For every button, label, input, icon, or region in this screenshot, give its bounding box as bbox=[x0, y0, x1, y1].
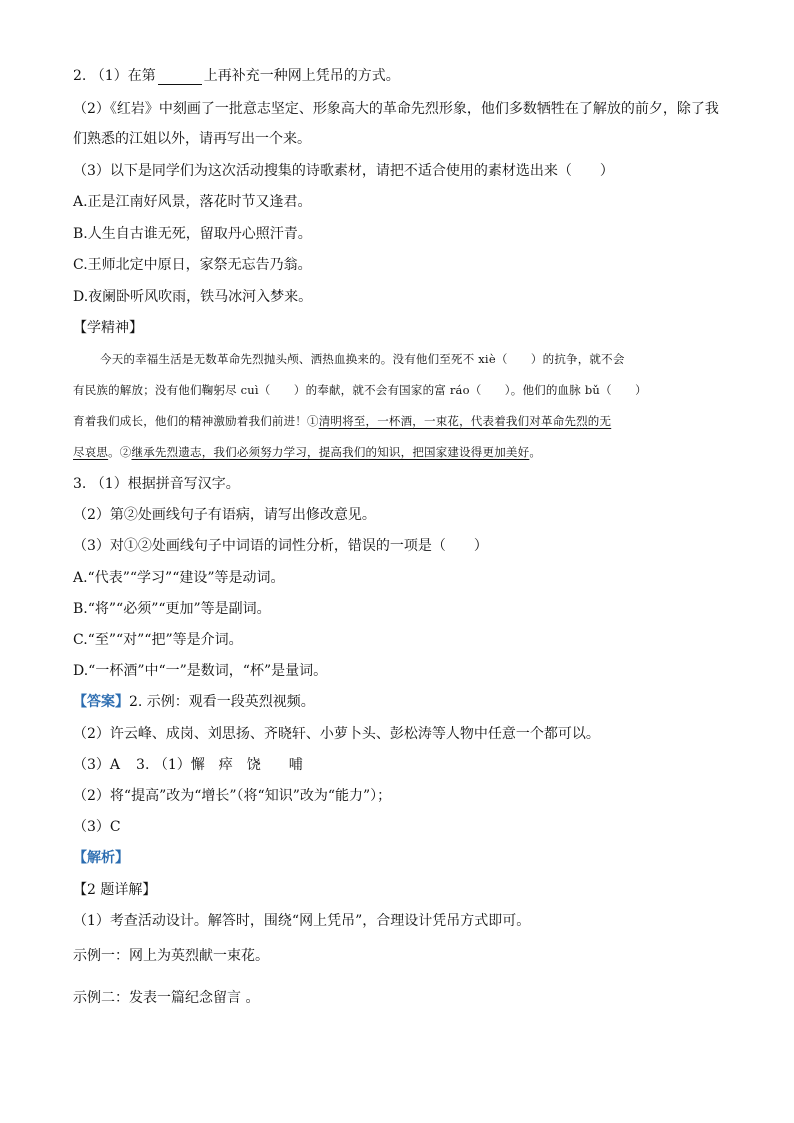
spirit-line4-mid: 。② bbox=[108, 445, 132, 459]
analysis-tag-label: 【解析】 bbox=[73, 850, 129, 866]
answer-line5: （3）C bbox=[73, 819, 121, 835]
q2-option-b: B.人生自古谁无死，留取丹心照汗青。 bbox=[73, 226, 312, 242]
underlined-sentence-1-end: 尽哀思 bbox=[73, 445, 109, 459]
q2-sub2-line2: 们熟悉的江姐以外，请再写出一个来。 bbox=[73, 131, 311, 147]
q3-sub3: （3）对①②处画线句子中词语的词性分析，错误的一项是（ ） bbox=[73, 538, 488, 554]
spirit-paragraph-line1: 今天的幸福生活是无数革命先烈抛头颅、洒热血换来的。没有他们至死不 xiè（ ）的抗争，就不会 bbox=[100, 352, 625, 366]
q2-sub3: （3）以下是同学们为这次活动搜集的诗歌素材，请把不适合使用的素材选出来（ ） bbox=[73, 163, 614, 179]
analysis-line3: 示例二：发表一篇纪念留言 。 bbox=[73, 990, 260, 1006]
q3-option-a: A.“代表”“学习”“建设”等是动词。 bbox=[73, 570, 285, 586]
q3-sub2: （2）第②处画线句子有语病，请写出修改意见。 bbox=[73, 507, 376, 523]
q3-sub1: 3. （1）根据拼音写汉字。 bbox=[73, 476, 240, 492]
q2-intro bbox=[73, 67, 400, 85]
spirit-paragraph-line2: 有民族的解放；没有他们鞠躬尽 cuì（ ）的奉献，就不会有国家的富 ráo（ ）。他们的血脉 bǔ（ ） bbox=[73, 383, 647, 397]
analysis-line1: （1）考查活动设计。解答时，围绕“网上凭吊”，合理设计凭吊方式即可。 bbox=[73, 913, 531, 929]
q2-sub2-line1: （2）《红岩》中刻画了一批意志坚定、形象高大的革命先烈形象，他们多数牺牲在了解放的前夕，除了我 bbox=[73, 101, 719, 117]
q3-option-d: D.“一杯酒”中“一”是数词，“杯”是量词。 bbox=[73, 663, 328, 679]
analysis-sub-heading: 【2 题详解】 bbox=[73, 882, 157, 898]
spirit-paragraph-line3 bbox=[73, 412, 611, 430]
underlined-sentence-1: 清明将至，一杯酒，一束花，代表着我们对革命先烈的无 bbox=[318, 414, 612, 428]
answer-line2: （2）许云峰、成岗、刘思扬、齐晓轩、小萝卜头、彭松涛等人物中任意一个都可以。 bbox=[73, 726, 600, 742]
answer-line3 bbox=[73, 756, 303, 774]
answer-line1 bbox=[73, 693, 315, 711]
answer-tag: 【答案】 bbox=[73, 694, 129, 710]
underlined-sentence-2: 继承先烈遗志，我们必须努力学习，提高我们的知识，把国家建设得更加美好 bbox=[131, 445, 530, 459]
answer-text-1: 2. 示例：观看一段英烈视频。 bbox=[129, 694, 315, 710]
analysis-tag bbox=[73, 849, 129, 867]
spirit-paragraph-line4 bbox=[73, 443, 541, 461]
answer-line4: （2）将“提高”改为“增长”（将“知识”改为“能力”）； bbox=[73, 788, 392, 804]
answer-3a: （3）A bbox=[73, 757, 121, 773]
q2-option-d: D.夜阑卧听风吹雨，铁马冰河入梦来。 bbox=[73, 289, 313, 305]
q2-intro-post: 上再补充一种网上凭吊的方式。 bbox=[203, 68, 400, 84]
q3-option-c: C.“至”“对”“把”等是介词。 bbox=[73, 632, 243, 648]
spirit-heading: 【学精神】 bbox=[73, 320, 143, 336]
q2-option-a: A.正是江南好风景，落花时节又逢君。 bbox=[73, 194, 312, 210]
q2-intro-pre: 2. （1）在第 bbox=[73, 68, 156, 84]
spirit-line3-text: 育着我们成长，他们的精神激励着我们前进！① bbox=[73, 414, 319, 428]
analysis-line2: 示例一：网上为英烈献一束花。 bbox=[73, 948, 269, 964]
q3-option-b: B.“将”“必须”“更加”等是副词。 bbox=[73, 601, 271, 617]
spirit-line4-end: 。 bbox=[529, 445, 542, 459]
answer-3b: 3. （1）懈 瘁 饶 哺 bbox=[136, 757, 303, 773]
fill-blank bbox=[158, 70, 202, 85]
q2-option-c: C.王师北定中原日，家祭无忘告乃翁。 bbox=[73, 257, 312, 273]
